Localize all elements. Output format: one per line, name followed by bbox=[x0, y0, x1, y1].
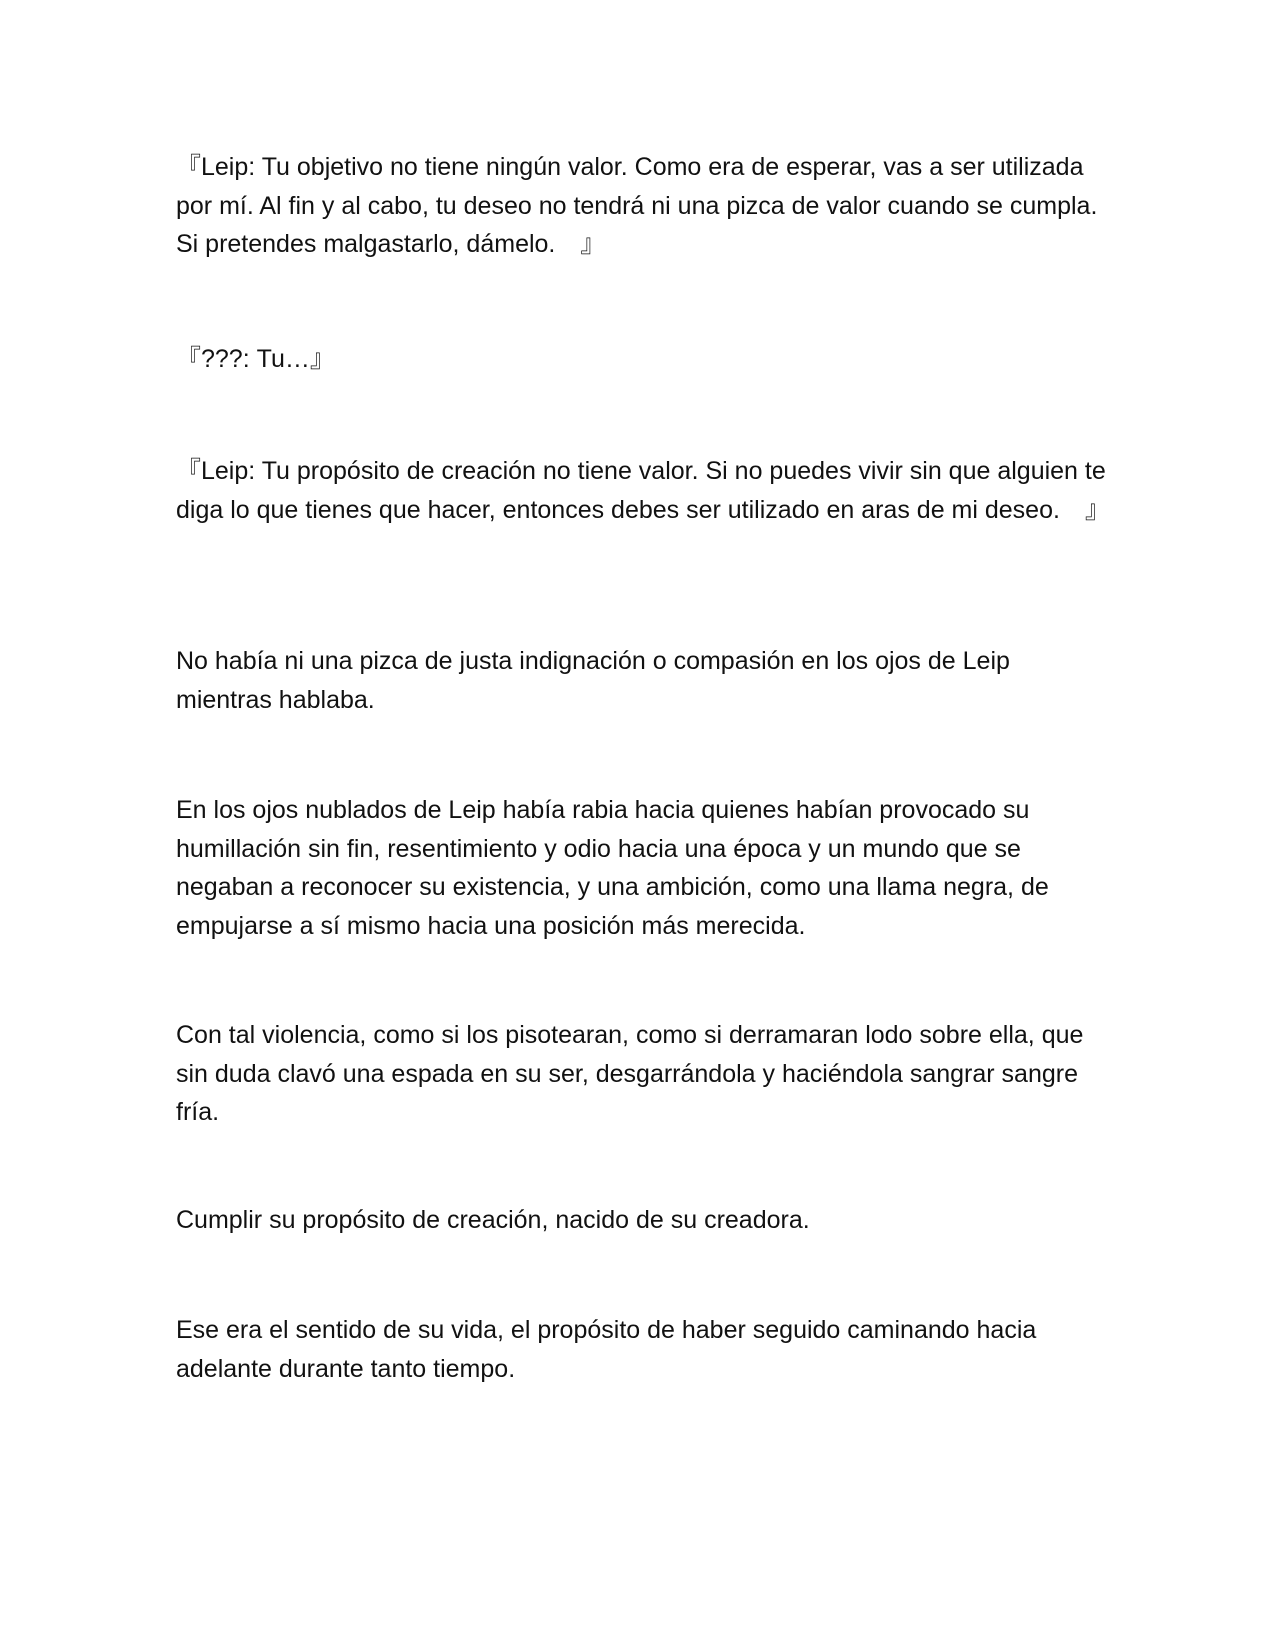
dialogue-unknown-speaker: 『???: Tu…』 bbox=[176, 345, 335, 373]
narration-paragraph-1: No había ni una pizca de justa indignación o compasión en los ojos de Leip mientras hablaba. bbox=[176, 647, 1010, 714]
dialogue-leip-purpose: 『Leip: Tu propósito de creación no tiene valor. Si no puedes vivir sin que alguien te diga lo que tienes que hacer, entonces debes ser utilizado en aras de mi deseo. 』 bbox=[176, 457, 1110, 524]
narration-paragraph-3: Con tal violencia, como si los pisotearan, como si derramaran lodo sobre ella, que sin duda clavó una espada en su ser, desgarrándola y haciéndola sangrar sangre fría. bbox=[176, 1021, 1084, 1126]
narration-paragraph-2: En los ojos nublados de Leip había rabia hacia quienes habían provocado su humillación sin fin, resentimiento y odio hacia una época y un mundo que se negaban a reconocer su existencia, y una ambición, como una llama negra, de empujarse a sí mismo hacia una posición más merecida. bbox=[176, 796, 1049, 940]
narration-paragraph-5: Ese era el sentido de su vida, el propósito de haber seguido caminando hacia adelante durante tanto tiempo. bbox=[176, 1316, 1037, 1383]
narration-paragraph-4: Cumplir su propósito de creación, nacido de su creadora. bbox=[176, 1206, 810, 1234]
dialogue-leip-objective: 『Leip: Tu objetivo no tiene ningún valor. Como era de esperar, vas a ser utilizada por mí. Al fin y al cabo, tu deseo no tendrá ni una pizca de valor cuando se cumpla. Si pretendes malgastarlo, dámelo. 』 bbox=[176, 153, 1098, 258]
